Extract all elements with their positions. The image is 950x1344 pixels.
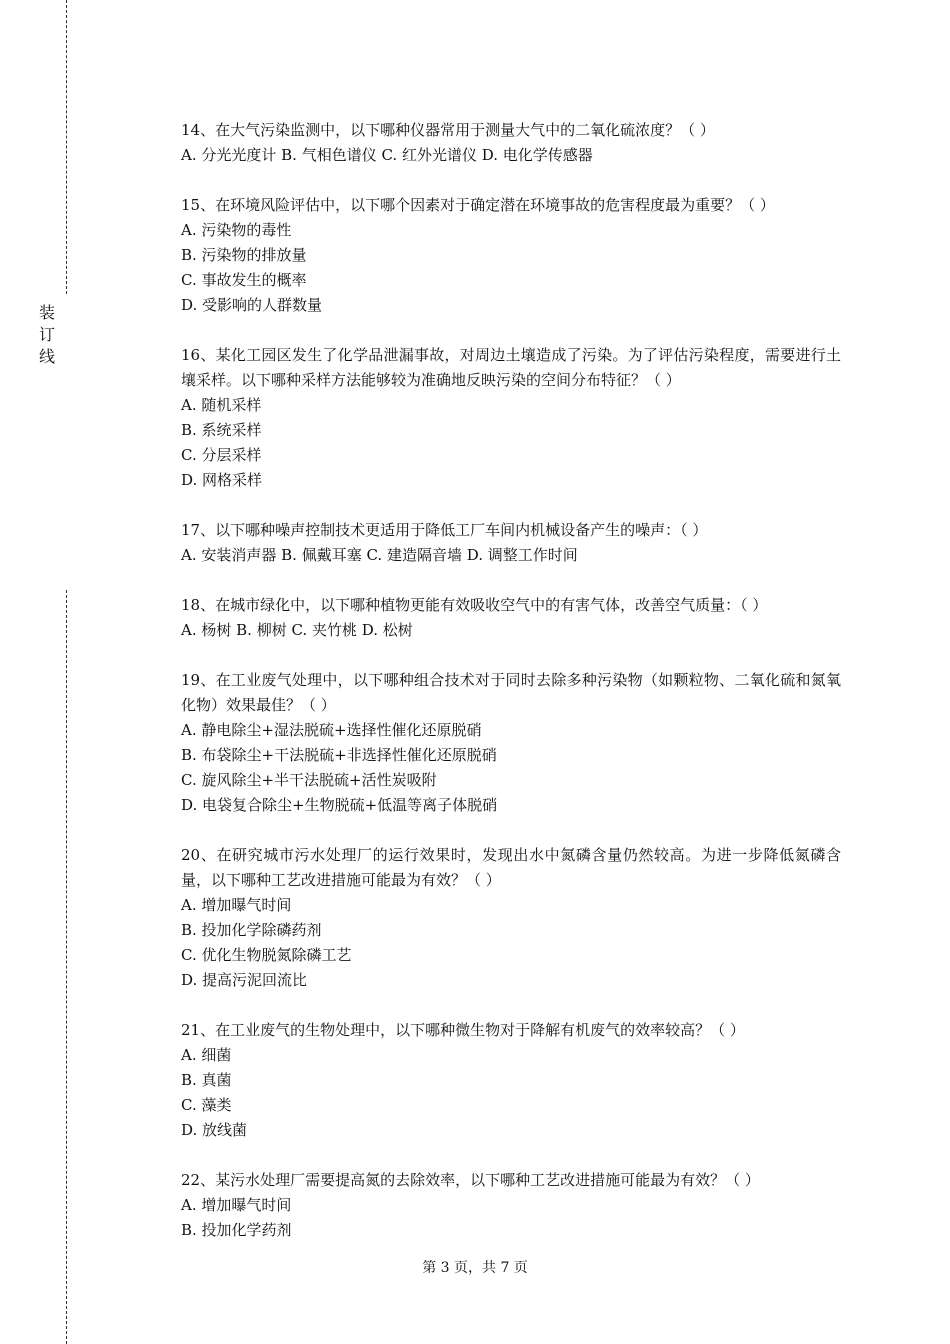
- binding-line-top: [66, 0, 67, 294]
- binding-line-bottom: [66, 590, 67, 1344]
- option-b: B. 布袋除尘+干法脱硫+非选择性催化还原脱硝: [181, 746, 497, 764]
- question-16: [181, 343, 841, 493]
- question-text: 14、在大气污染监测中，以下哪种仪器常用于测量大气中的二氧化硫浓度？（ ）: [181, 121, 715, 139]
- option-a: A. 随机采样: [181, 396, 262, 414]
- option-c: C. 事故发生的概率: [181, 271, 307, 289]
- binding-char: 订: [38, 325, 55, 344]
- option-c: C. 旋风除尘+半干法脱硫+活性炭吸附: [181, 771, 437, 789]
- binding-char: 装: [38, 303, 55, 322]
- question-text: 19、在工业废气处理中，以下哪种组合技术对于同时去除多种污染物（如颗粒物、二氧化硫和氮氧化物）效果最佳？（ ）: [181, 671, 841, 714]
- question-17: [181, 518, 841, 568]
- option-b: B. 系统采样: [181, 421, 262, 439]
- option-c: C. 藻类: [181, 1096, 232, 1114]
- option-b: B. 真菌: [181, 1071, 232, 1089]
- option-b: B. 投加化学除磷药剂: [181, 921, 322, 939]
- binding-char: 线: [38, 347, 55, 366]
- question-text: 20、在研究城市污水处理厂的运行效果时，发现出水中氮磷含量仍然较高。为进一步降低氮磷含量，以下哪种工艺改进措施可能最为有效？（ ）: [181, 846, 841, 889]
- option-line: A. 杨树 B. 柳树 C. 夹竹桃 D. 松树: [181, 621, 413, 639]
- option-a: A. 增加曝气时间: [181, 1196, 292, 1214]
- option-line: A. 安装消声器 B. 佩戴耳塞 C. 建造隔音墙 D. 调整工作时间: [181, 546, 578, 564]
- option-b: B. 污染物的排放量: [181, 246, 307, 264]
- option-d: D. 网格采样: [181, 471, 263, 489]
- question-22: [181, 1168, 841, 1243]
- question-text: 17、以下哪种噪声控制技术更适用于降低工厂车间内机械设备产生的噪声：（ ）: [181, 521, 708, 539]
- binding-label: [37, 302, 57, 368]
- question-18: [181, 593, 841, 643]
- question-21: [181, 1018, 841, 1143]
- option-a: A. 污染物的毒性: [181, 221, 292, 239]
- option-a: A. 静电除尘+湿法脱硫+选择性催化还原脱硝: [181, 721, 482, 739]
- page-number: 第 3 页，共 7 页: [422, 1260, 528, 1276]
- option-a: A. 增加曝气时间: [181, 896, 292, 914]
- question-15: [181, 193, 841, 318]
- question-list: [181, 118, 841, 1268]
- question-14: [181, 118, 841, 168]
- option-a: A. 细菌: [181, 1046, 232, 1064]
- question-text: 22、某污水处理厂需要提高氮的去除效率，以下哪种工艺改进措施可能最为有效？（ ）: [181, 1171, 760, 1189]
- option-c: C. 优化生物脱氮除磷工艺: [181, 946, 352, 964]
- option-line: A. 分光光度计 B. 气相色谱仪 C. 红外光谱仪 D. 电化学传感器: [181, 146, 593, 164]
- question-20: [181, 843, 841, 993]
- option-b: B. 投加化学药剂: [181, 1221, 292, 1239]
- option-c: C. 分层采样: [181, 446, 262, 464]
- option-d: D. 放线菌: [181, 1121, 248, 1139]
- question-text: 18、在城市绿化中，以下哪种植物更能有效吸收空气中的有害气体，改善空气质量：（ ）: [181, 596, 768, 614]
- question-text: 15、在环境风险评估中，以下哪个因素对于确定潜在环境事故的危害程度最为重要？（ ）: [181, 196, 775, 214]
- option-d: D. 电袋复合除尘+生物脱硫+低温等离子体脱硝: [181, 796, 498, 814]
- option-d: D. 受影响的人群数量: [181, 296, 323, 314]
- question-19: [181, 668, 841, 818]
- question-text: 21、在工业废气的生物处理中，以下哪种微生物对于降解有机废气的效率较高？（ ）: [181, 1021, 745, 1039]
- question-text: 16、某化工园区发生了化学品泄漏事故，对周边土壤造成了污染。为了评估污染程度，需要进行土壤采样。以下哪种采样方法能够较为准确地反映污染的空间分布特征？（ ）: [181, 346, 841, 389]
- option-d: D. 提高污泥回流比: [181, 971, 308, 989]
